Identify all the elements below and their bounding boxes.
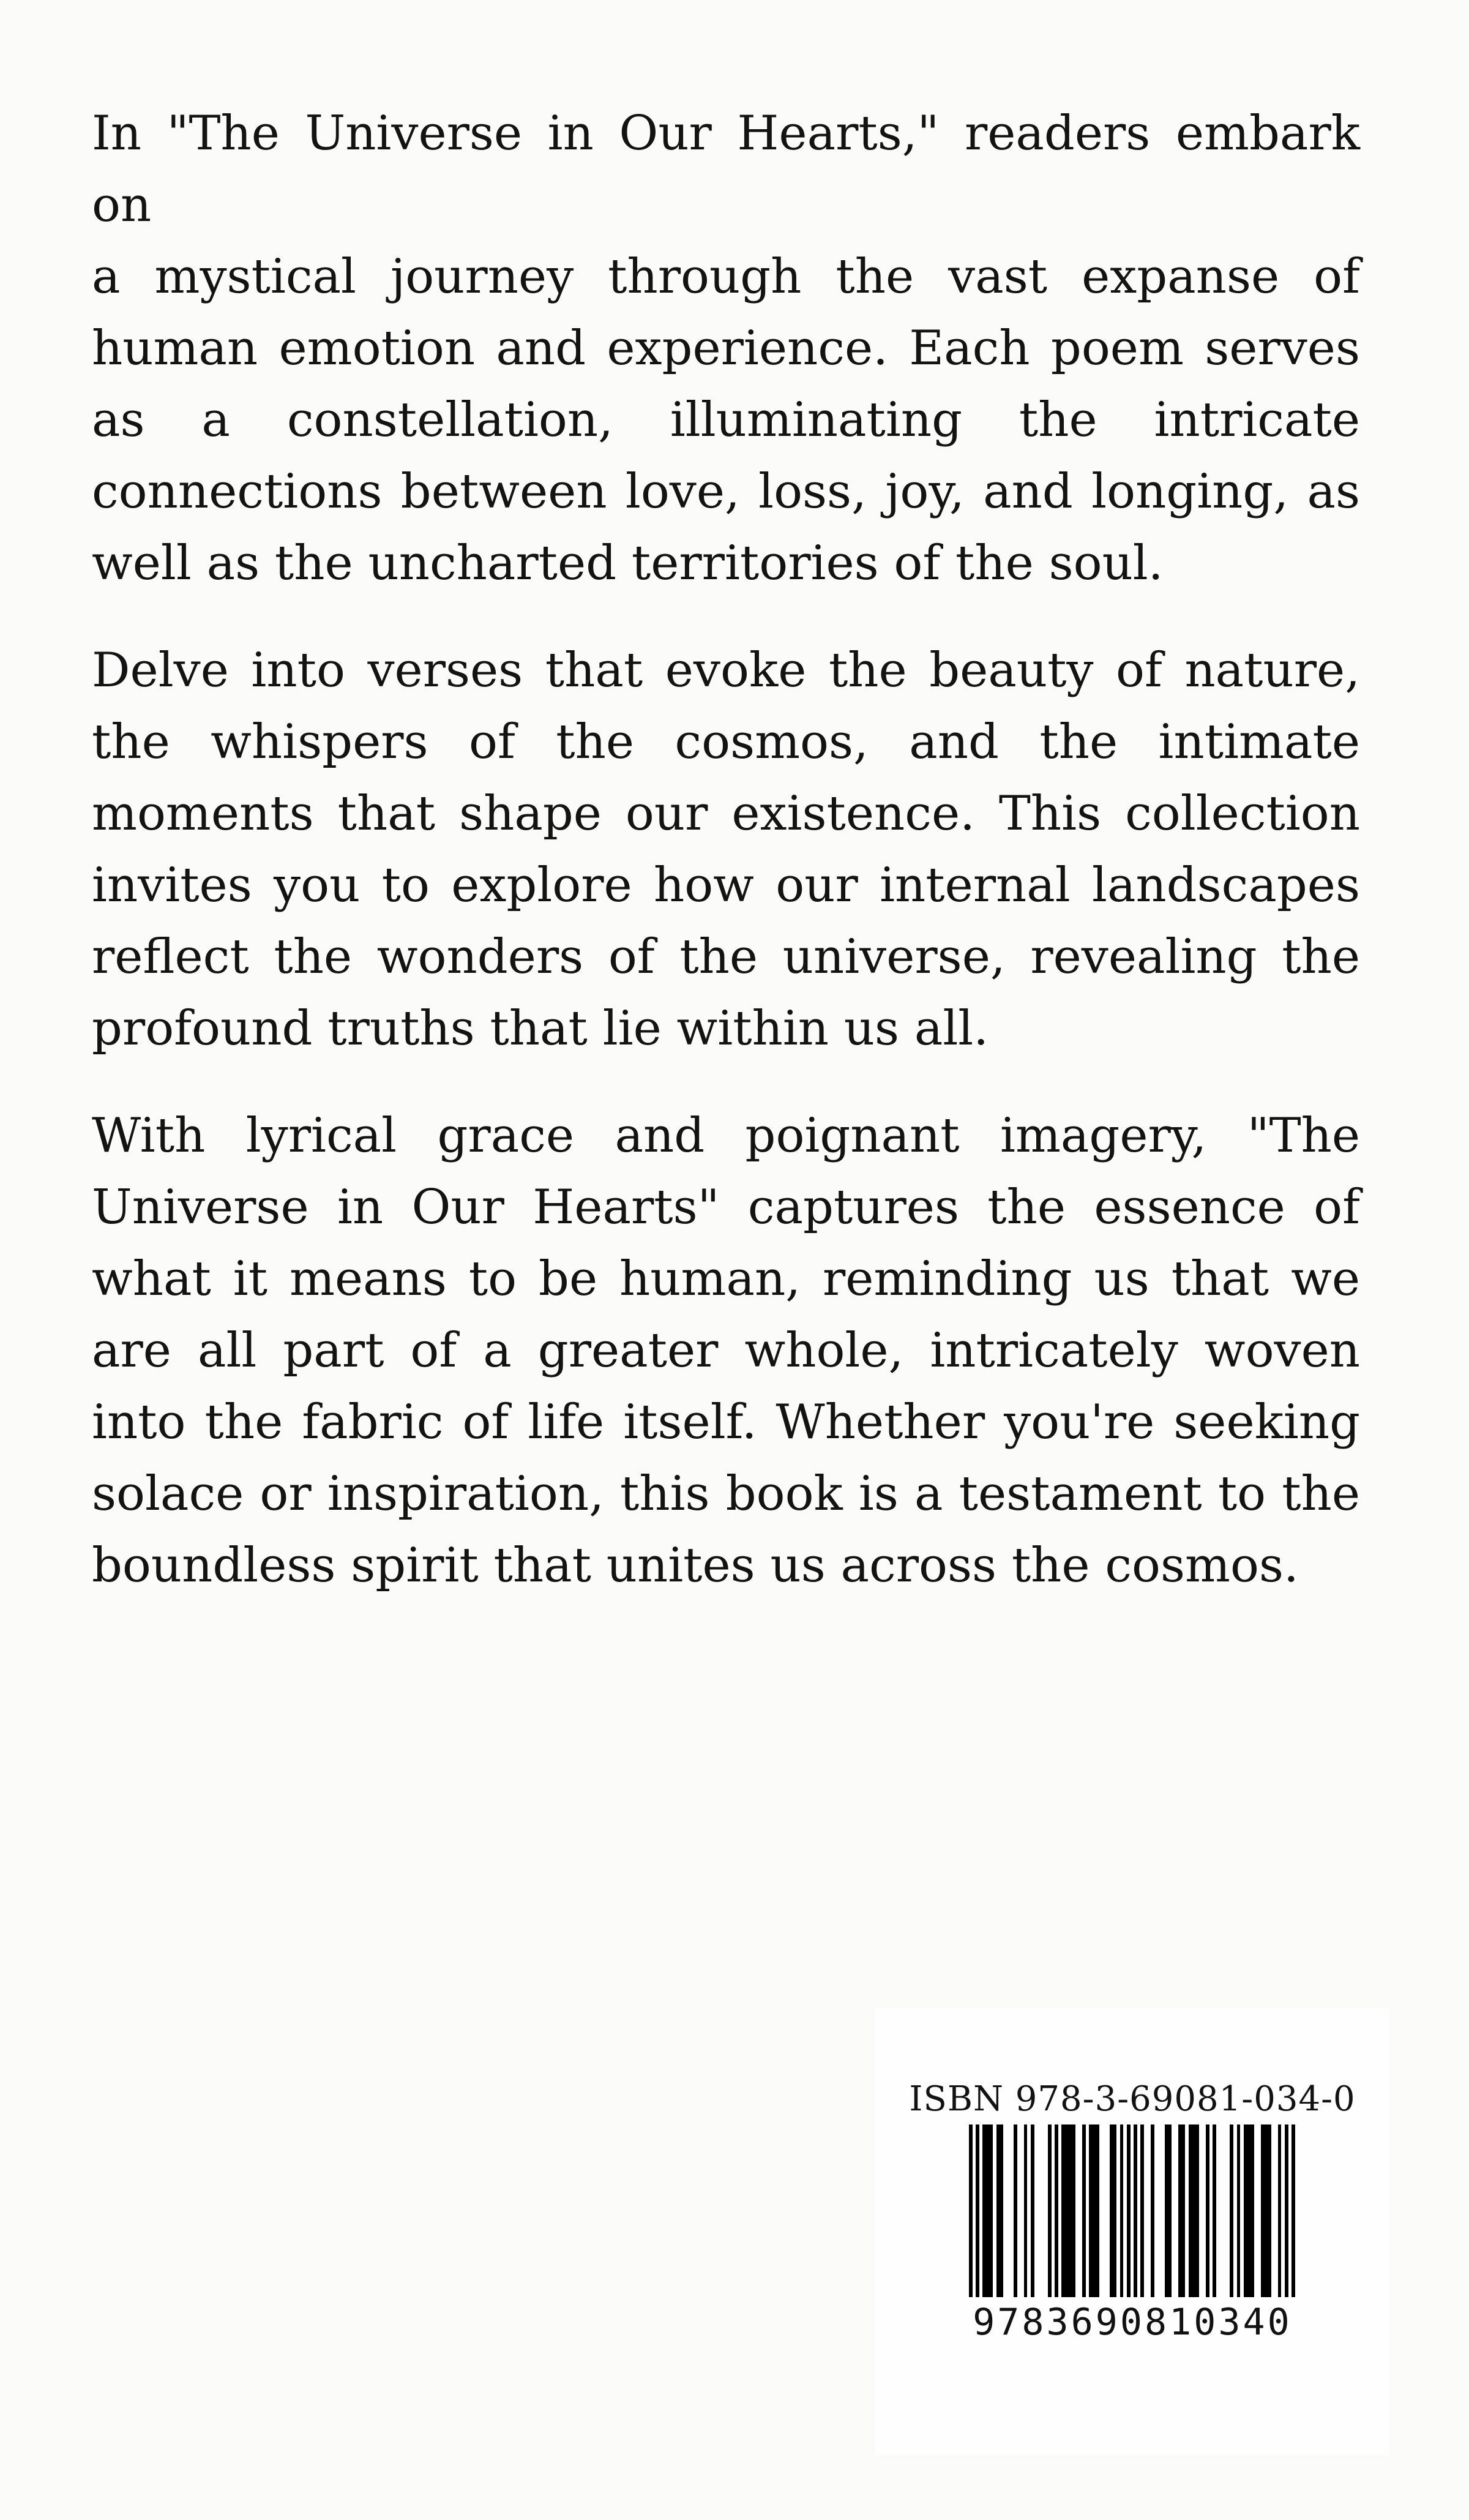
text-line: invites you to explore how our internal landscapes [92,858,1360,913]
text-line: well as the uncharted territories of the soul. [92,536,1164,591]
text-line: are all part of a greater whole, intricately woven [92,1323,1360,1378]
barcode-digits: 9783690810340 [973,2301,1292,2344]
text-line: human emotion and experience. Each poem serves [92,321,1360,376]
synopsis-text [92,98,1360,1637]
text-line: Delve into verses that evoke the beauty of nature, [92,643,1360,698]
text-line: reflect the wonders of the universe, revealing the [92,929,1360,984]
text-line: the whispers of the cosmos, and the intimate [92,714,1360,770]
text-line: In "The Universe in Our Hearts," readers embark on [92,106,1360,233]
text-line: a mystical journey through the vast expanse of [92,249,1360,304]
synopsis-paragraph-2 [92,635,1360,1065]
isbn-panel [875,2008,1389,2455]
text-line: connections between love, loss, joy, and longing, as [92,464,1360,519]
isbn-label: ISBN 978-3-69081-034-0 [909,2079,1356,2119]
text-line: into the fabric of life itself. Whether you're seeking [92,1395,1360,1450]
text-line: With lyrical grace and poignant imagery, "The [92,1108,1360,1163]
text-line: Universe in Our Hearts" captures the essence of [92,1180,1360,1235]
synopsis-paragraph-1 [92,98,1360,599]
text-line: what it means to be human, reminding us that we [92,1251,1360,1307]
ean13-barcode [969,2124,1296,2297]
text-line: boundless spirit that unites us across the cosmos. [92,1538,1299,1593]
text-line: moments that shape our existence. This collection [92,786,1360,841]
text-line: as a constellation, illuminating the intricate [92,392,1360,448]
text-line: profound truths that lie within us all. [92,1001,989,1056]
synopsis-paragraph-3 [92,1100,1360,1602]
text-line: solace or inspiration, this book is a testament to the [92,1466,1360,1521]
